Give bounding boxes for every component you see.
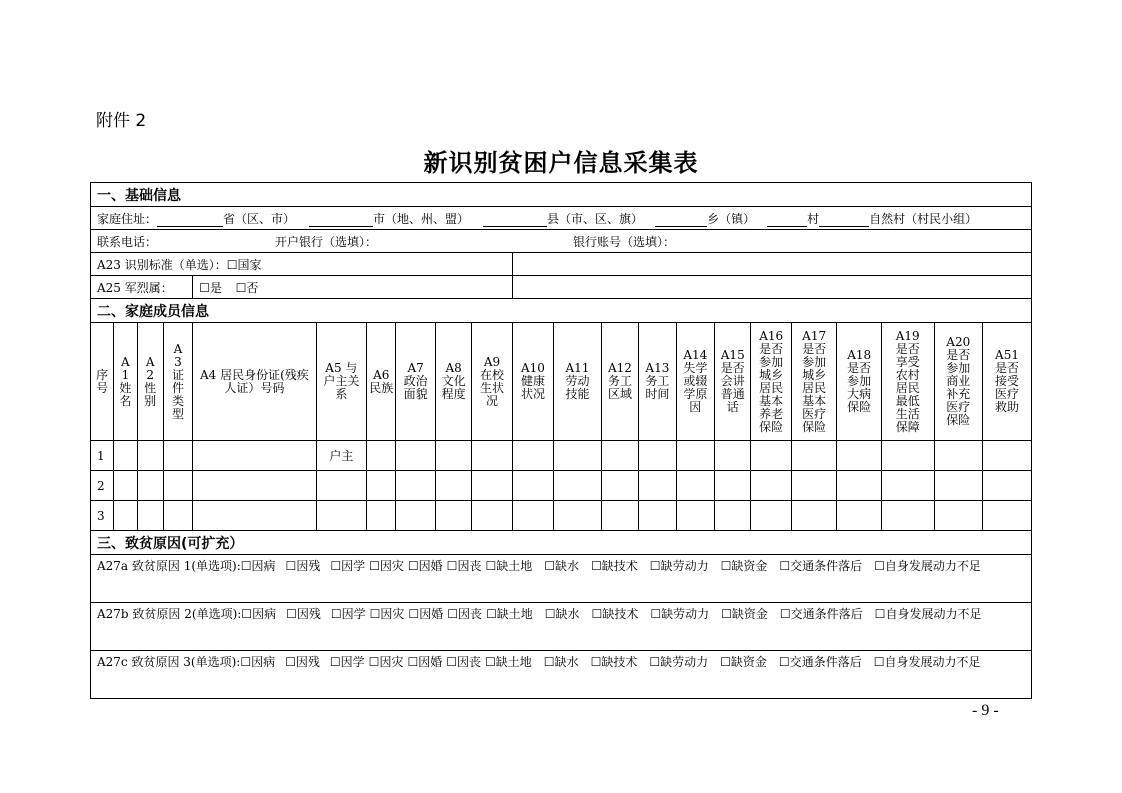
checkbox-icon[interactable]: ☐ (543, 655, 555, 669)
header-a19: A19是否享受农村居民最低生活保障 (881, 323, 934, 441)
checkbox-icon[interactable]: ☐ (199, 280, 210, 295)
checkbox-icon[interactable]: ☐ (485, 655, 496, 669)
section-causes-title: 三、致贫原因(可扩充） (91, 531, 1032, 555)
checkbox-icon[interactable]: ☐ (408, 607, 420, 621)
checkbox-icon[interactable]: ☐ (590, 655, 602, 669)
row-relation[interactable] (316, 471, 367, 501)
checkbox-icon[interactable]: ☐ (779, 559, 791, 573)
checkbox-icon[interactable]: ☐ (446, 655, 457, 669)
a25-no: 否 (246, 280, 259, 295)
cause-option: 缺劳动力 (660, 559, 709, 573)
cause-option: 因残 (296, 607, 321, 621)
checkbox-icon[interactable]: ☐ (407, 559, 419, 573)
checkbox-icon[interactable]: ☐ (720, 559, 732, 573)
checkbox-icon[interactable]: ☐ (485, 559, 497, 573)
header-a7: A7政治面貌 (396, 323, 435, 441)
address-row (91, 207, 1032, 230)
checkbox-icon[interactable]: ☐ (873, 655, 885, 669)
cause-option: 缺水 (555, 559, 580, 573)
cause-option: 因灾 (379, 559, 404, 573)
cause-option: 缺土地 (496, 559, 533, 573)
header-a14: A14失学或辍学原因 (676, 323, 714, 441)
cause-option: 缺土地 (495, 655, 532, 669)
city-label: 市（地、州、盟） (373, 211, 470, 226)
cause-option: 因丧 (457, 559, 482, 573)
cause-label: A27a 致贫原因 1(单选项): (97, 559, 241, 573)
a23-option: 国家 (237, 257, 262, 272)
row-seq: 2 (91, 471, 114, 501)
checkbox-icon[interactable]: ☐ (591, 607, 603, 621)
cause-option: 因婚 (418, 655, 443, 669)
cause-option: 因灾 (380, 607, 405, 621)
cause-option: 自身发展动力不足 (884, 655, 981, 669)
city-blank[interactable] (309, 212, 373, 227)
header-a3: A3证件类型 (163, 323, 192, 441)
cause-option: 缺资金 (731, 607, 768, 621)
cause-option: 交通条件落后 (790, 607, 863, 621)
checkbox-icon[interactable]: ☐ (650, 607, 662, 621)
a25-yes: 是 (209, 280, 222, 295)
checkbox-icon[interactable]: ☐ (874, 559, 885, 573)
cause-option: 因病 (251, 655, 276, 669)
cause-row (91, 603, 1032, 651)
row-relation: 户主 (316, 441, 367, 471)
checkbox-icon[interactable]: ☐ (368, 655, 380, 669)
phone-label: 联系电话： (97, 234, 158, 249)
header-a16: A16是否参加城乡居民基本养老保险 (751, 323, 791, 441)
header-a17: A17是否参加城乡居民基本医疗保险 (791, 323, 837, 441)
header-a12: A12务工区域 (601, 323, 638, 441)
cause-option: 缺技术 (601, 559, 638, 573)
county-blank[interactable] (483, 212, 547, 227)
checkbox-icon[interactable]: ☐ (285, 559, 297, 573)
checkbox-icon[interactable]: ☐ (226, 257, 238, 272)
a25-value-cell (512, 276, 1031, 299)
checkbox-icon[interactable]: ☐ (330, 607, 342, 621)
natural-village-blank[interactable] (819, 212, 869, 227)
header-a18: A18是否参加大病保险 (837, 323, 882, 441)
header-a1: A1姓名 (114, 323, 137, 441)
section-basic-title: 一、基础信息 (91, 183, 1032, 207)
cause-option: 缺资金 (731, 559, 768, 573)
header-a11: A11劳动技能 (554, 323, 602, 441)
header-a4: A4 居民身份证(残疾人证）号码 (193, 323, 316, 441)
header-a6: A6民族 (367, 323, 396, 441)
checkbox-icon[interactable]: ☐ (369, 559, 380, 573)
header-a51: A51是否接受医疗救助 (983, 323, 1032, 441)
cause-option: 缺水 (555, 607, 580, 621)
cause-label: A27c 致贫原因 3(单选项): (97, 655, 241, 669)
checkbox-icon[interactable]: ☐ (779, 607, 791, 621)
checkbox-icon[interactable]: ☐ (485, 607, 497, 621)
header-a9: A9在校生状况 (472, 323, 512, 441)
checkbox-icon[interactable]: ☐ (874, 607, 886, 621)
contact-row (91, 230, 1032, 253)
header-a8: A8文化程度 (435, 323, 471, 441)
row-relation[interactable] (316, 501, 367, 531)
header-a5: A5 与户主关系 (316, 323, 367, 441)
checkbox-icon[interactable]: ☐ (544, 559, 555, 573)
header-seq: 序号 (91, 323, 114, 441)
address-label: 家庭住址： (97, 211, 158, 226)
cause-option: 缺土地 (496, 607, 533, 621)
checkbox-icon[interactable]: ☐ (720, 655, 731, 669)
cause-option: 自身发展动力不足 (884, 559, 981, 573)
checkbox-icon[interactable]: ☐ (330, 559, 342, 573)
checkbox-icon[interactable]: ☐ (235, 280, 247, 295)
checkbox-icon[interactable]: ☐ (369, 607, 381, 621)
cause-option: 因病 (251, 559, 276, 573)
township-blank[interactable] (655, 212, 707, 227)
checkbox-icon[interactable]: ☐ (544, 607, 556, 621)
table-row (91, 501, 1032, 531)
natural-village-label: 自然村（村民小组） (869, 211, 978, 226)
checkbox-icon[interactable]: ☐ (285, 655, 296, 669)
cause-option: 因婚 (419, 607, 444, 621)
row-seq: 3 (91, 501, 114, 531)
cause-option: 交通条件落后 (789, 655, 862, 669)
checkbox-icon[interactable]: ☐ (446, 559, 458, 573)
cause-option: 因学 (341, 559, 366, 573)
a23-value-cell (512, 253, 1031, 276)
county-label: 县（市、区、旗） (547, 211, 644, 226)
cause-option: 因丧 (457, 607, 482, 621)
cause-option: 因婚 (418, 559, 443, 573)
checkbox-icon[interactable]: ☐ (286, 607, 297, 621)
checkbox-icon[interactable]: ☐ (240, 655, 252, 669)
cause-label: A27b 致贫原因 2(单选项): (97, 607, 242, 621)
province-label: 省（区、市） (223, 211, 296, 226)
cause-option: 因残 (295, 655, 320, 669)
village-label: 村 (807, 211, 820, 226)
cause-option: 因残 (296, 559, 321, 573)
cause-option: 缺资金 (730, 655, 767, 669)
form-title: 新识别贫困户信息采集表 (423, 148, 699, 177)
cause-option: 缺技术 (601, 655, 638, 669)
row-seq: 1 (91, 441, 114, 471)
cause-option: 缺劳动力 (661, 607, 710, 621)
checkbox-icon[interactable]: ☐ (591, 559, 602, 573)
account-label: 银行账号（选填）： (573, 234, 676, 249)
cause-option: 因丧 (457, 655, 482, 669)
checkbox-icon[interactable]: ☐ (447, 607, 458, 621)
header-a13: A13务工时间 (639, 323, 676, 441)
a25-options (193, 276, 513, 299)
section-members-title: 二、家庭成员信息 (91, 299, 1032, 323)
cause-option: 自身发展动力不足 (885, 607, 982, 621)
cause-option: 缺水 (554, 655, 579, 669)
checkbox-icon[interactable]: ☐ (778, 655, 790, 669)
village-blank[interactable] (767, 212, 807, 227)
checkbox-icon[interactable]: ☐ (241, 607, 253, 621)
header-a20: A20是否参加商业补充医疗保险 (934, 323, 983, 441)
header-a2: A2性别 (137, 323, 163, 441)
checkbox-icon[interactable]: ☐ (240, 559, 252, 573)
checkbox-icon[interactable]: ☐ (329, 655, 341, 669)
header-a10: A10健康状况 (512, 323, 553, 441)
cause-row (91, 555, 1032, 603)
a23-label: A23 识别标准（单选）： (97, 257, 227, 272)
page-number: - 9 - (972, 702, 999, 719)
township-label: 乡（镇） (707, 211, 756, 226)
checkbox-icon[interactable]: ☐ (649, 559, 661, 573)
cause-option: 因学 (341, 607, 366, 621)
table-row (91, 471, 1032, 501)
info-collection-table (90, 182, 1032, 699)
attachment-label: 附件 2 (96, 111, 147, 131)
cause-row (91, 651, 1032, 699)
table-row (91, 441, 1032, 471)
cause-option: 交通条件落后 (790, 559, 863, 573)
checkbox-icon[interactable]: ☐ (407, 655, 419, 669)
cause-option: 因学 (340, 655, 365, 669)
a25-label: A25 军烈属： (91, 276, 193, 299)
bank-label: 开户银行（选填）： (275, 234, 378, 249)
cause-option: 缺劳动力 (660, 655, 709, 669)
checkbox-icon[interactable]: ☐ (721, 607, 732, 621)
cause-option: 因病 (252, 607, 277, 621)
checkbox-icon[interactable]: ☐ (649, 655, 661, 669)
a23-cell (91, 253, 513, 276)
province-blank[interactable] (157, 212, 223, 227)
header-a15: A15是否会讲普通话 (715, 323, 751, 441)
cause-option: 缺技术 (602, 607, 639, 621)
cause-option: 因灾 (379, 655, 404, 669)
